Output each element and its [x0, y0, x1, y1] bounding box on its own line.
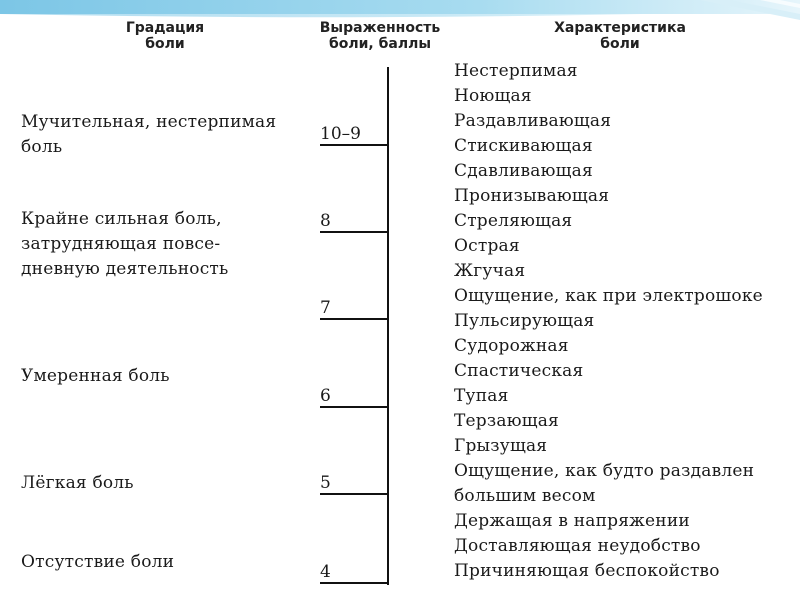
list-item: Пульсирующая: [454, 311, 595, 331]
grade-mild: [21, 471, 134, 496]
grade-line: Отсутствие боли: [21, 552, 175, 572]
grade-line: затрудняющая повсе-: [21, 234, 221, 254]
characteristics-list: [454, 59, 763, 584]
header-intensity: [310, 20, 450, 52]
grade-excruciating: [21, 110, 276, 160]
list-item: Доставляющая неудобство: [454, 536, 701, 556]
grade-line: Лёгкая боль: [21, 473, 134, 493]
list-item: Спастическая: [454, 361, 584, 381]
decorative-header-band: [0, 0, 800, 22]
header-characteristic-line2: боли: [600, 36, 640, 52]
grade-line: дневную деятельность: [21, 259, 229, 279]
list-item: Держащая в напряжении: [454, 511, 690, 531]
list-item: Сдавливающая: [454, 161, 593, 181]
grade-line: Мучительная, нестерпимая: [21, 112, 277, 132]
score-label: 6: [320, 386, 331, 406]
list-item: Пронизывающая: [454, 186, 610, 206]
list-item: Грызущая: [454, 436, 548, 456]
list-item: Стискивающая: [454, 136, 593, 156]
grade-line: боль: [21, 137, 63, 157]
header-gradation-line2: боли: [145, 36, 185, 52]
grade-line: Крайне сильная боль,: [21, 209, 222, 229]
list-item: Ощущение, как при электрошоке: [454, 286, 763, 306]
scale-tick: [320, 231, 388, 233]
header-characteristic: [550, 20, 690, 52]
score-label: 4: [320, 562, 331, 582]
grade-moderate: [21, 364, 170, 389]
scale-tick: [320, 144, 388, 146]
score-label: 10–9: [320, 124, 361, 144]
list-item: большим весом: [454, 486, 596, 506]
list-item: Нестерпимая: [454, 61, 578, 81]
list-item: Тупая: [454, 386, 509, 406]
score-label: 5: [320, 473, 331, 493]
list-item: Острая: [454, 236, 520, 256]
list-item: Судорожная: [454, 336, 569, 356]
list-item: Жгучая: [454, 261, 526, 281]
score-label: 8: [320, 211, 331, 231]
list-item: Причиняющая беспокойство: [454, 561, 720, 581]
grade-line: Умеренная боль: [21, 366, 170, 386]
grade-none: [21, 550, 174, 575]
scale-tick: [320, 493, 388, 495]
header-gradation-line1: Градация: [125, 20, 205, 36]
header-characteristic-line1: Характеристика: [554, 20, 686, 36]
list-item: Ноющая: [454, 86, 532, 106]
list-item: Раздавливающая: [454, 111, 612, 131]
score-label: 7: [320, 298, 331, 318]
header-intensity-line2: боли, баллы: [328, 36, 432, 52]
scale-tick: [320, 406, 388, 408]
scale-tick: [320, 318, 388, 320]
grade-extremely-severe: [21, 207, 229, 282]
header-gradation: [110, 20, 220, 52]
header-intensity-line1: Выраженность: [319, 20, 441, 36]
list-item: Стреляющая: [454, 211, 573, 231]
list-item: Терзающая: [454, 411, 559, 431]
list-item: Ощущение, как будто раздавлен: [454, 461, 755, 481]
scale-tick: [320, 582, 388, 584]
